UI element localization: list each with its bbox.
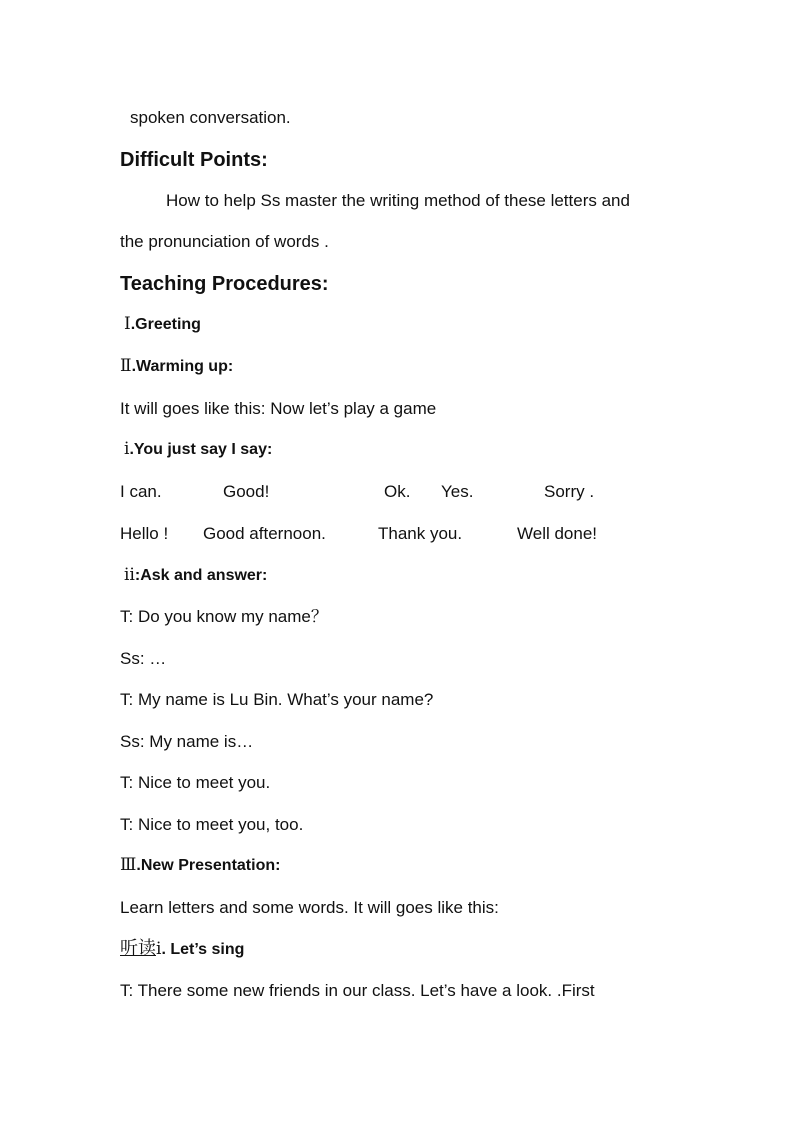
- warming-up-heading: [120, 358, 233, 375]
- lets-sing-heading: [120, 940, 244, 958]
- teaching-procedures-heading: Teaching Procedures:: [120, 273, 329, 295]
- roman-numeral: ⅱ: [124, 565, 135, 585]
- lets-sing-line: T: There some new friends in our class. Let’s have a look. .First: [120, 981, 595, 1000]
- roman-numeral: Ⅲ: [120, 855, 137, 875]
- intro-tail: spoken conversation.: [130, 108, 291, 127]
- heading-label: .Greeting: [130, 316, 201, 333]
- roman-numeral: Ⅱ: [120, 356, 132, 376]
- roman-numeral: ⅰ: [156, 939, 162, 959]
- dialogue-line: Ss: My name is…: [120, 732, 254, 751]
- greeting-heading: [124, 316, 201, 333]
- warming-up-intro: It will goes like this: Now let’s play a game: [120, 399, 437, 418]
- difficult-points-text-1: How to help Ss master the writing method of these letters and: [166, 191, 630, 210]
- new-presentation-intro: Learn letters and some words. It will goes like this:: [120, 898, 499, 917]
- new-presentation-heading: [120, 857, 280, 874]
- phrase: Yes.: [441, 482, 474, 501]
- phrase: Hello !: [120, 524, 169, 543]
- phrase: I can.: [120, 482, 162, 501]
- dialogue-line: Ss: …: [120, 649, 167, 668]
- phrase: Good afternoon.: [203, 524, 326, 543]
- roman-numeral: Ⅰ: [124, 314, 131, 334]
- dialogue-line: T: Do you know my name？: [120, 607, 328, 626]
- roman-numeral: ⅰ: [124, 439, 130, 459]
- ask-answer-heading: [124, 567, 267, 584]
- phrase: Thank you.: [378, 524, 463, 543]
- heading-label: . Let’s sing: [161, 941, 245, 958]
- phrase: Sorry .: [544, 482, 595, 501]
- dialogue-line: T: Nice to meet you, too.: [120, 815, 304, 834]
- difficult-points-text-2: the pronunciation of words .: [120, 232, 329, 251]
- heading-label: .New Presentation:: [136, 857, 281, 874]
- chinese-label: 听读: [120, 938, 156, 959]
- heading-label: .You just say I say:: [129, 441, 273, 458]
- phrase: Good!: [223, 482, 270, 501]
- dialogue-line: T: Nice to meet you.: [120, 773, 271, 792]
- dialogue-line: T: My name is Lu Bin. What’s your name?: [120, 690, 434, 709]
- heading-label: .Warming up:: [131, 358, 234, 375]
- difficult-points-heading: Difficult Points:: [120, 149, 268, 171]
- heading-label: :Ask and answer:: [134, 567, 268, 584]
- phrase: Ok.: [384, 482, 411, 501]
- game-heading: [124, 441, 272, 458]
- phrase: Well done!: [517, 524, 598, 543]
